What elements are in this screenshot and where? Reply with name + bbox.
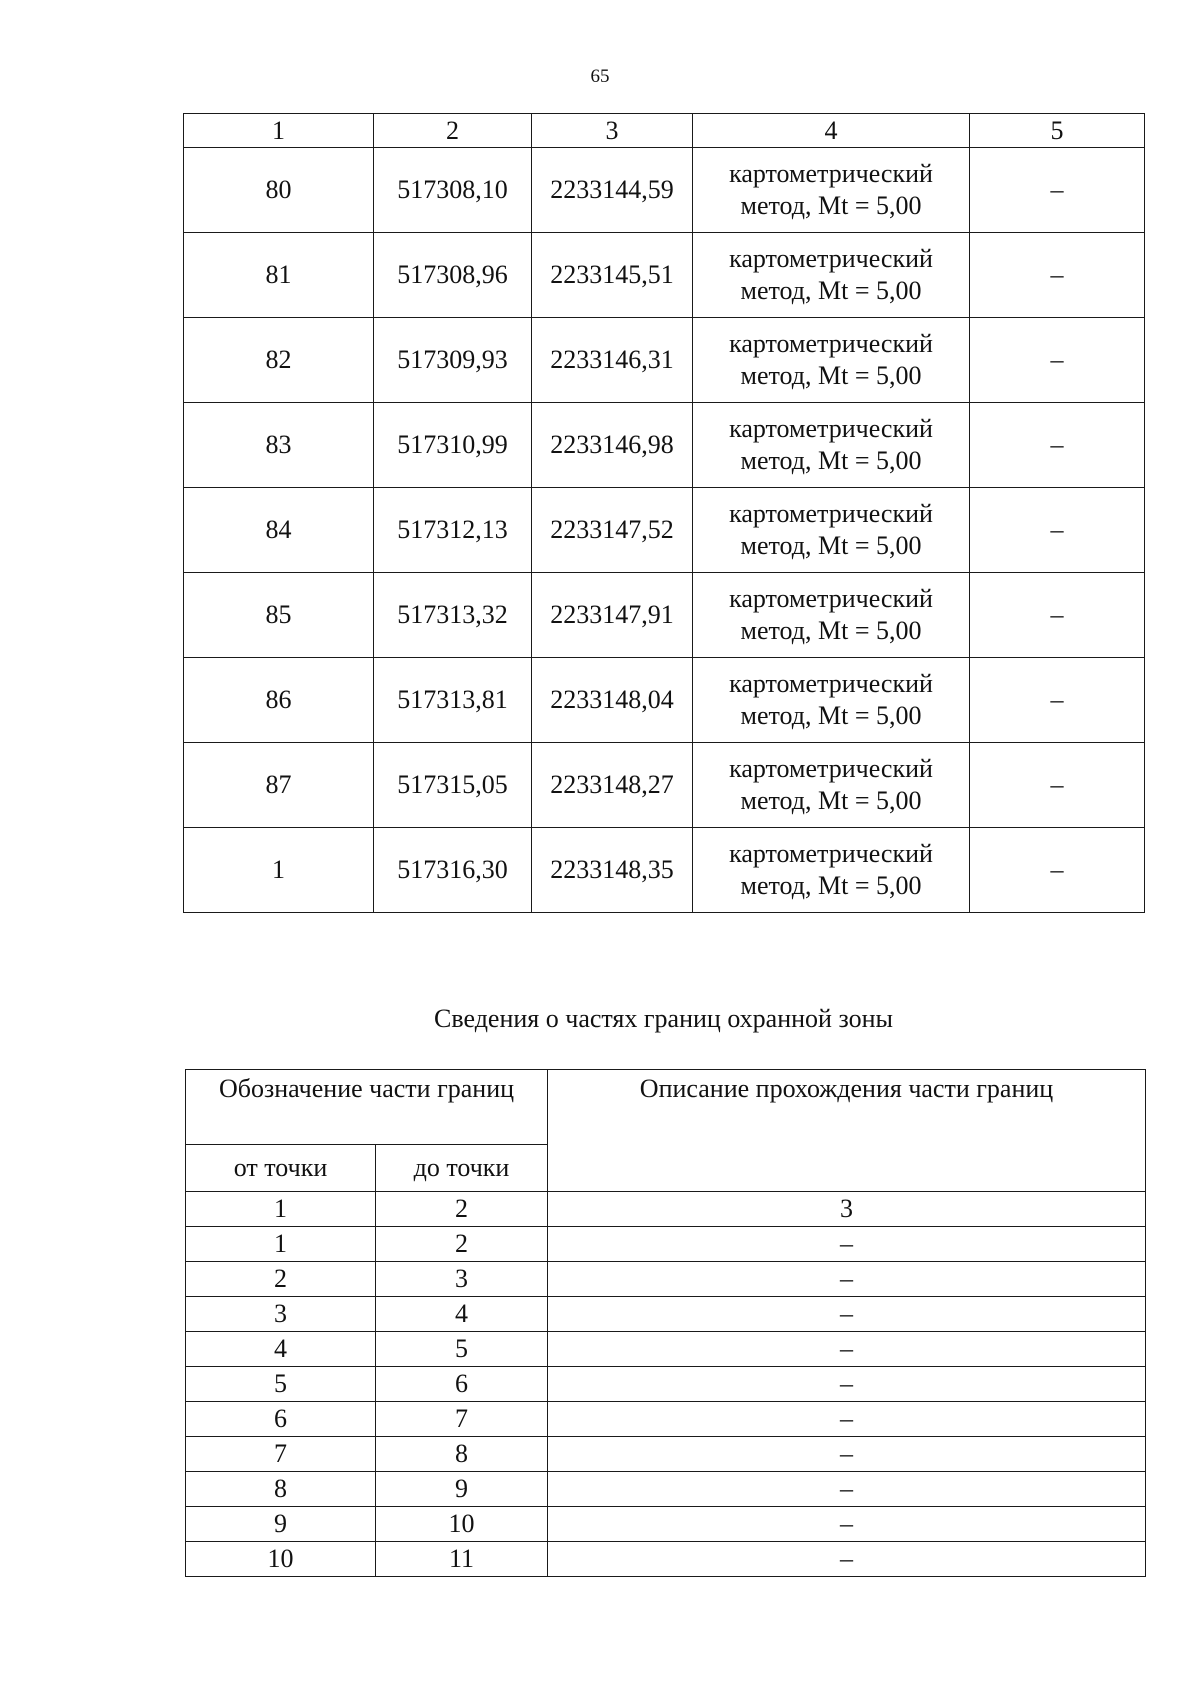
note-cell: –	[970, 743, 1145, 828]
x-coordinate-cell: 517308,10	[374, 148, 532, 233]
table-row	[186, 1507, 1146, 1542]
y-coordinate-cell: 2233145,51	[532, 233, 693, 318]
method-line-1: картометрический	[729, 584, 933, 613]
y-coordinate-cell: 2233148,35	[532, 828, 693, 913]
table-row	[184, 658, 1145, 743]
section-title: Сведения о частях границ охранной зоны	[434, 1004, 893, 1033]
from-point-cell: 3	[186, 1297, 376, 1332]
from-point-cell: 7	[186, 1437, 376, 1472]
note-cell: –	[970, 233, 1145, 318]
method-line-1: картометрический	[729, 159, 933, 188]
method-line-1: картометрический	[729, 329, 933, 358]
table-row	[186, 1542, 1146, 1577]
method-line-1: картометрический	[729, 669, 933, 698]
column-number: 3	[532, 114, 693, 148]
table-row	[186, 1227, 1146, 1262]
point-number-cell: 86	[184, 658, 374, 743]
from-point-cell: 9	[186, 1507, 376, 1542]
method-line-2: метод, Mt = 5,00	[740, 786, 922, 815]
y-coordinate-cell: 2233147,52	[532, 488, 693, 573]
parts-table-header	[186, 1070, 1146, 1145]
point-number-cell: 87	[184, 743, 374, 828]
column-number: 4	[693, 114, 970, 148]
method-line-1: картометрический	[729, 839, 933, 868]
to-point-cell: 11	[376, 1542, 548, 1577]
description-cell: –	[548, 1437, 1146, 1472]
to-point-cell: 9	[376, 1472, 548, 1507]
method-line-1: картометрический	[729, 414, 933, 443]
description-cell: –	[548, 1472, 1146, 1507]
description-cell: –	[548, 1507, 1146, 1542]
from-point-cell: 6	[186, 1402, 376, 1437]
description-cell: –	[548, 1262, 1146, 1297]
x-coordinate-cell: 517315,05	[374, 743, 532, 828]
column-number: 1	[186, 1192, 376, 1227]
note-cell: –	[970, 318, 1145, 403]
point-number-cell: 84	[184, 488, 374, 573]
x-coordinate-cell: 517313,81	[374, 658, 532, 743]
from-point-cell: 1	[186, 1227, 376, 1262]
method-line-2: метод, Mt = 5,00	[740, 531, 922, 560]
page-number: 65	[590, 66, 610, 87]
note-cell: –	[970, 148, 1145, 233]
method-line-2: метод, Mt = 5,00	[740, 871, 922, 900]
y-coordinate-cell: 2233147,91	[532, 573, 693, 658]
point-number-cell: 80	[184, 148, 374, 233]
method-line-1: картометрический	[729, 244, 933, 273]
to-point-cell: 8	[376, 1437, 548, 1472]
description-cell: –	[548, 1402, 1146, 1437]
table-row	[186, 1437, 1146, 1472]
note-cell: –	[970, 573, 1145, 658]
parts-table-column-numbers	[186, 1192, 1146, 1227]
method-cell	[693, 318, 970, 403]
table-row	[186, 1262, 1146, 1297]
coordinates-table	[183, 113, 1145, 913]
x-coordinate-cell: 517316,30	[374, 828, 532, 913]
table-row	[186, 1367, 1146, 1402]
method-cell	[693, 573, 970, 658]
point-number-cell: 81	[184, 233, 374, 318]
method-cell	[693, 233, 970, 318]
y-coordinate-cell: 2233148,27	[532, 743, 693, 828]
table-row	[184, 828, 1145, 913]
description-header: Описание прохождения части границ	[548, 1070, 1146, 1192]
point-number-cell: 82	[184, 318, 374, 403]
to-point-cell: 7	[376, 1402, 548, 1437]
from-point-cell: 5	[186, 1367, 376, 1402]
method-line-2: метод, Mt = 5,00	[740, 361, 922, 390]
description-cell: –	[548, 1367, 1146, 1402]
table-row	[184, 148, 1145, 233]
method-cell	[693, 828, 970, 913]
method-line-2: метод, Mt = 5,00	[740, 701, 922, 730]
table-row	[184, 743, 1145, 828]
description-cell: –	[548, 1332, 1146, 1367]
table-row	[186, 1332, 1146, 1367]
table-row	[184, 573, 1145, 658]
note-cell: –	[970, 828, 1145, 913]
table-row	[184, 318, 1145, 403]
x-coordinate-cell: 517309,93	[374, 318, 532, 403]
to-point-cell: 2	[376, 1227, 548, 1262]
method-line-2: метод, Mt = 5,00	[740, 276, 922, 305]
y-coordinate-cell: 2233148,04	[532, 658, 693, 743]
column-number: 2	[376, 1192, 548, 1227]
y-coordinate-cell: 2233146,98	[532, 403, 693, 488]
x-coordinate-cell: 517313,32	[374, 573, 532, 658]
method-cell	[693, 658, 970, 743]
note-cell: –	[970, 658, 1145, 743]
column-number: 2	[374, 114, 532, 148]
y-coordinate-cell: 2233144,59	[532, 148, 693, 233]
method-line-1: картометрический	[729, 499, 933, 528]
column-number: 3	[548, 1192, 1146, 1227]
y-coordinate-cell: 2233146,31	[532, 318, 693, 403]
column-number: 1	[184, 114, 374, 148]
method-cell	[693, 148, 970, 233]
table-row	[184, 233, 1145, 318]
table-row	[184, 488, 1145, 573]
table-row	[186, 1297, 1146, 1332]
from-point-cell: 10	[186, 1542, 376, 1577]
method-cell	[693, 488, 970, 573]
boundary-parts-table	[185, 1069, 1146, 1577]
method-cell	[693, 743, 970, 828]
method-line-1: картометрический	[729, 754, 933, 783]
designation-header: Обозначение части границ	[186, 1070, 548, 1145]
x-coordinate-cell: 517308,96	[374, 233, 532, 318]
coordinates-table-column-numbers	[184, 114, 1145, 148]
description-cell: –	[548, 1542, 1146, 1577]
table-row	[184, 403, 1145, 488]
point-number-cell: 83	[184, 403, 374, 488]
from-point-cell: 2	[186, 1262, 376, 1297]
method-line-2: метод, Mt = 5,00	[740, 616, 922, 645]
note-cell: –	[970, 403, 1145, 488]
column-number: 5	[970, 114, 1145, 148]
method-line-2: метод, Mt = 5,00	[740, 191, 922, 220]
to-point-cell: 6	[376, 1367, 548, 1402]
method-cell	[693, 403, 970, 488]
to-point-cell: 3	[376, 1262, 548, 1297]
table-row	[186, 1472, 1146, 1507]
to-point-cell: 5	[376, 1332, 548, 1367]
to-point-header: до точки	[376, 1145, 548, 1192]
from-point-header: от точки	[186, 1145, 376, 1192]
x-coordinate-cell: 517310,99	[374, 403, 532, 488]
from-point-cell: 4	[186, 1332, 376, 1367]
to-point-cell: 4	[376, 1297, 548, 1332]
to-point-cell: 10	[376, 1507, 548, 1542]
description-cell: –	[548, 1227, 1146, 1262]
from-point-cell: 8	[186, 1472, 376, 1507]
note-cell: –	[970, 488, 1145, 573]
point-number-cell: 85	[184, 573, 374, 658]
method-line-2: метод, Mt = 5,00	[740, 446, 922, 475]
point-number-cell: 1	[184, 828, 374, 913]
table-row	[186, 1402, 1146, 1437]
description-cell: –	[548, 1297, 1146, 1332]
x-coordinate-cell: 517312,13	[374, 488, 532, 573]
